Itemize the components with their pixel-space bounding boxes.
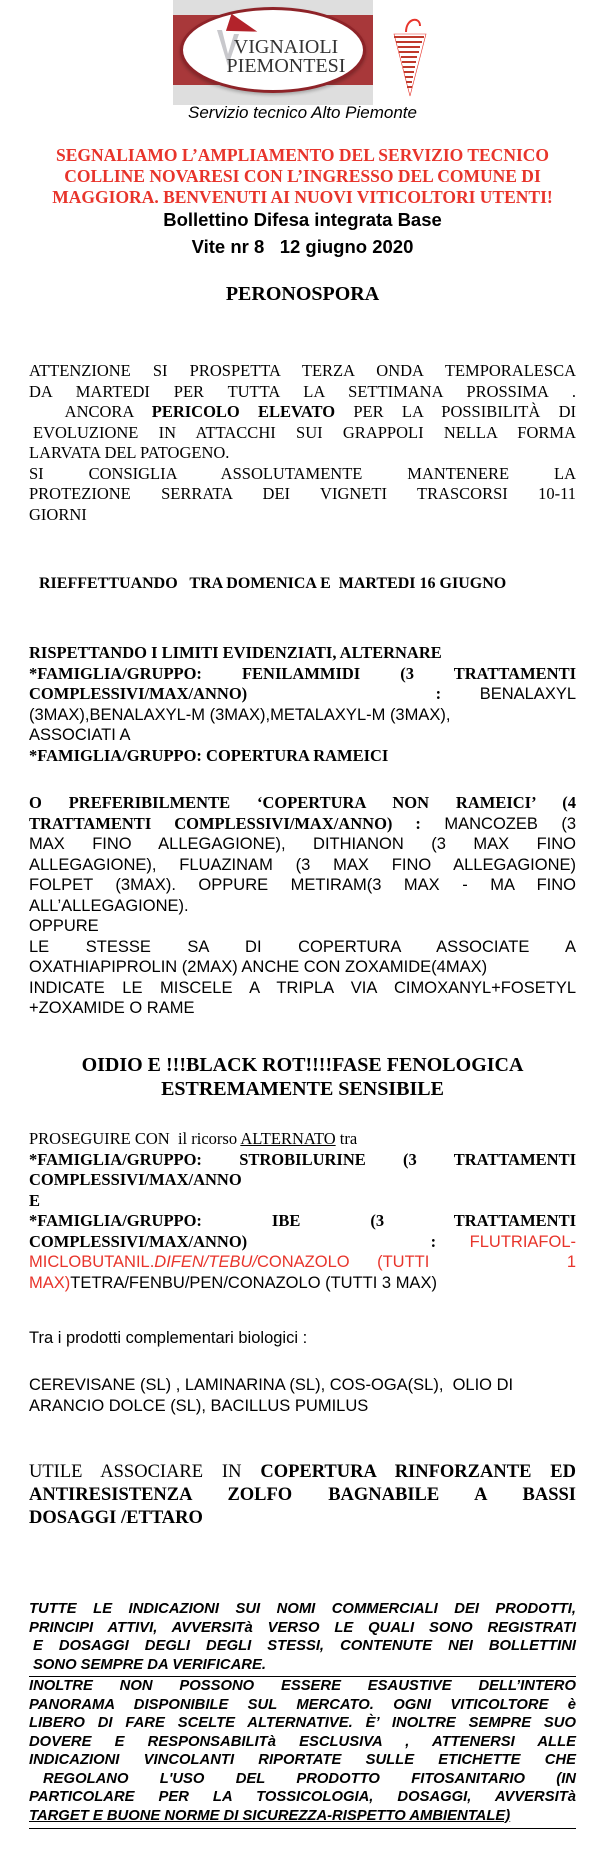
non-copper-line: LE STESSE SA DI COPERTURA ASSOCIATE A [29,937,576,956]
section-title-peronospora: PERONOSPORA [225,283,380,305]
sulfur-line: ANTIRESISTENZA ZOLFO BAGNABILE A BASSI [29,1485,576,1505]
non-copper-line: ALL’ALLEGAGIONE). [29,896,189,915]
strobilurine-line: *FAMIGLIA/GRUPPO: STROBILURINE (3 TRATTAMENTI [29,1149,576,1169]
alternate-line: ASSOCIATI A [29,726,131,744]
logo-line2: PIEMONTESI [226,55,346,77]
warning-text: ANCORA [47,402,152,421]
phenylamide-alternation [29,643,576,766]
oidio-title-line: OIDIO E !!!BLACK ROT!!!!FASE FENOLOGICA [81,1054,524,1076]
warning-line: PROTEZIONE SERRATA DEI VIGNETI TRASCORSI 10-11 [29,484,576,503]
non-copper-line: INDICATE LE MISCELE A TRIPLA VIA CIMOXANYL+FOSETYL [29,978,576,997]
alternate-line: *FAMIGLIA/GRUPPO: COPERTURA RAMEICI [29,745,389,765]
warning-line: LARVATA DEL PATOGENO. [29,443,230,462]
ibe-line [29,1232,576,1253]
non-copper-bold: TRATTAMENTI COMPLESSIVI/MAX/ANNO) : [29,813,421,833]
warning-line: GIORNI [29,504,87,524]
service-subtitle: Servizio tecnico Alto Piemonte [188,103,417,122]
alternate-line: (3MAX),BENALAXYL-M (3MAX),METALAXYL-M (3MAX), [29,705,451,724]
expansion-notice [0,145,605,208]
non-copper-product: MANCOZEB (3 [420,814,576,833]
disclaimer-line: PANORAMA DISPONIBILE SUL MERCATO. OGNI VITICOLTORE è [29,1696,576,1713]
alternate-line: *FAMIGLIA/GRUPPO: FENILAMMIDI (3 TRATTAMENTI [29,663,576,683]
warning-line [29,402,576,423]
disclaimer-line: SONO SEMPRE DA VERIFICARE. [33,1656,266,1673]
ibe-red-product: MICLOBUTANIL. [29,1253,155,1271]
danger-level: PERICOLO ELEVATO [151,402,336,421]
alternato-emphasis: ALTERNATO [240,1129,336,1148]
sulfur-recommendation [29,1461,576,1530]
oidio-title-line: ESTREMAMENTE SENSIBILE [161,1078,444,1100]
bio-products-list [29,1375,576,1417]
warning-text: PER LA POSSIBILITÀ DI [335,402,576,421]
non-copper-line: +ZOXAMIDE O RAME [29,999,195,1017]
ibe-bold: COMPLESSIVI/MAX/ANNO) : [29,1231,437,1251]
and-connector: E [29,1190,41,1210]
disclaimer-line: E DOSAGGI DEGLI DEGLI STESSI, CONTENUTE NEI BOLLETTINI [33,1638,576,1654]
disclaimer-line: PRINCIPI ATTIVI, AVVERSITà VERSO LE QUALI SONO REGISTRATI [29,1619,576,1636]
strobilurine-line: COMPLESSIVI/MAX/ANNO [29,1170,242,1189]
section-title-oidio [0,1053,605,1101]
ibe-red-product: FLUTRIAFOL- [469,1232,577,1251]
alternate-line: RISPETTANDO I LIMITI EVIDENZIATI, ALTERNARE [29,643,442,662]
ibe-line: *FAMIGLIA/GRUPPO: IBE (3 TRATTAMENTI [29,1211,576,1230]
ibe-red-product: (TUTTI 1 [377,1253,576,1271]
alternate-line [29,684,576,705]
oidio-families [29,1129,576,1293]
non-copper-coverage [29,793,576,1019]
peronospora-warning [29,361,576,525]
alternate-bold: COMPLESSIVI/MAX/ANNO) : [29,684,442,703]
bulletin-title: Bollettino Difesa integrata Base [163,209,442,230]
non-copper-line: MAX FINO ALLEGAGIONE), DITHIANON (3 MAX FINO [29,835,576,853]
non-copper-line: OPPURE [29,917,99,935]
non-copper-line: OXATHIAPIPROLIN (2MAX) ANCHE CON ZOXAMIDE(4MAX) [29,958,488,976]
disclaimer-line: TARGET E BUONE NORME DI SICUREZZA-RISPETTO AMBIENTALE) [29,1807,511,1824]
disclaimer-line: INOLTRE NON POSSONO ESSERE ESAUSTIVE DELL’INTERO [29,1678,576,1694]
disclaimer-line: INDICAZIONI VINCOLANTI RIPORTATE SULLE ETICHETTE CHE [29,1752,576,1768]
disclaimer-line: LIBERO DI FARE SCELTE ALTERNATIVE. È’ INOLTRE SEMPRE SUO [29,1715,576,1731]
warning-line: ATTENZIONE SI PROSPETTA TERZA ONDA TEMPORALESCA [29,361,576,380]
notice-line: COLLINE NOVARESI CON L’INGRESSO DEL COMUNE DI [64,166,541,186]
bio-line: CEREVISANE (SL) , LAMINARINA (SL), COS-OGA(SL), OLIO DI [29,1376,514,1394]
bio-products-intro: Tra i prodotti complementari biologici : [29,1329,308,1347]
intro-text: tra [335,1129,358,1148]
disclaimer-part-1 [29,1600,576,1674]
repeat-treatment-note: RIEFFETTUANDO TRA DOMENICA E MARTEDI 16 GIUGNO [39,575,507,592]
oidio-intro [29,1129,576,1150]
ibe-line [29,1273,576,1294]
umbrella-logo-icon [390,10,430,100]
non-copper-line: ALLEGAGIONE), FLUAZINAM (3 MAX FINO ALLEGAGIONE) [29,855,576,874]
bio-line: ARANCIO DOLCE (SL), BACILLUS PUMILUS [29,1397,369,1415]
disclaimer-line: TUTTE LE INDICAZIONI SUI NOMI COMMERCIALI DEI PRODOTTI, [29,1601,576,1617]
non-copper-line: FOLPET (3MAX). OPPURE METIRAM(3 MAX - MA FINO [29,876,576,894]
non-copper-line [29,814,576,835]
notice-line: MAGGIORA. BENVENUTI AI NUOVI VITICOLTORI UTENTI! [52,187,553,207]
bulletin-issue: Vite nr 8 12 giugno 2020 [191,236,414,257]
warning-line: SI CONSIGLIA ASSOLUTAMENTE MANTENERE LA [29,463,576,483]
disclaimer-line: DOVERE E RESPONSABILITà ESCLUSIVA , ATTENERSI ALLE [29,1733,576,1750]
ibe-red-product: MAX) [29,1273,71,1292]
disclaimer-bottom-rule [29,1828,576,1829]
vignaioli-piemontesi-logo [173,0,373,105]
alternate-product: BENALAXYL [479,685,577,703]
notice-line: SEGNALIAMO L’AMPLIAMENTO DEL SERVIZIO TECNICO [55,145,550,165]
logo-text [173,38,373,76]
ibe-red-product: CONAZOLO [256,1253,350,1271]
non-copper-line: O PREFERIBILMENTE ‘COPERTURA NON RAMEICI’ (4 [29,793,576,812]
logo-line1: VIGNAIOLI [233,36,339,58]
sulfur-line [29,1461,576,1484]
disclaimer-line: PARTICOLARE PER LA TOSSICOLOGIA, DOSAGGI, AVVERSITà [29,1789,576,1805]
disclaimer-part-2 [29,1677,576,1825]
ibe-line [29,1252,576,1273]
warning-line: DA MARTEDI PER TUTTA LA SETTIMANA PROSSIMA . [29,381,576,401]
ibe-red-italic: DIFEN/TEBU/ [154,1253,257,1271]
sulfur-bold: COPERTURA RINFORZANTE ED [260,1462,576,1482]
sulfur-text: UTILE ASSOCIARE IN [29,1462,261,1482]
disclaimer-line: REGOLANO L'USO DEL PRODOTTO FITOSANITARIO (IN [43,1770,576,1787]
warning-line: EVOLUZIONE IN ATTACCHI SUI GRAPPOLI NELLA FORMA [33,422,576,442]
intro-text: PROSEGUIRE CON il ricorso [29,1129,241,1148]
ibe-product: TETRA/FENBU/PEN/CONAZOLO (TUTTI 3 MAX) [70,1273,437,1292]
sulfur-line: DOSAGGI /ETTARO [29,1508,203,1528]
